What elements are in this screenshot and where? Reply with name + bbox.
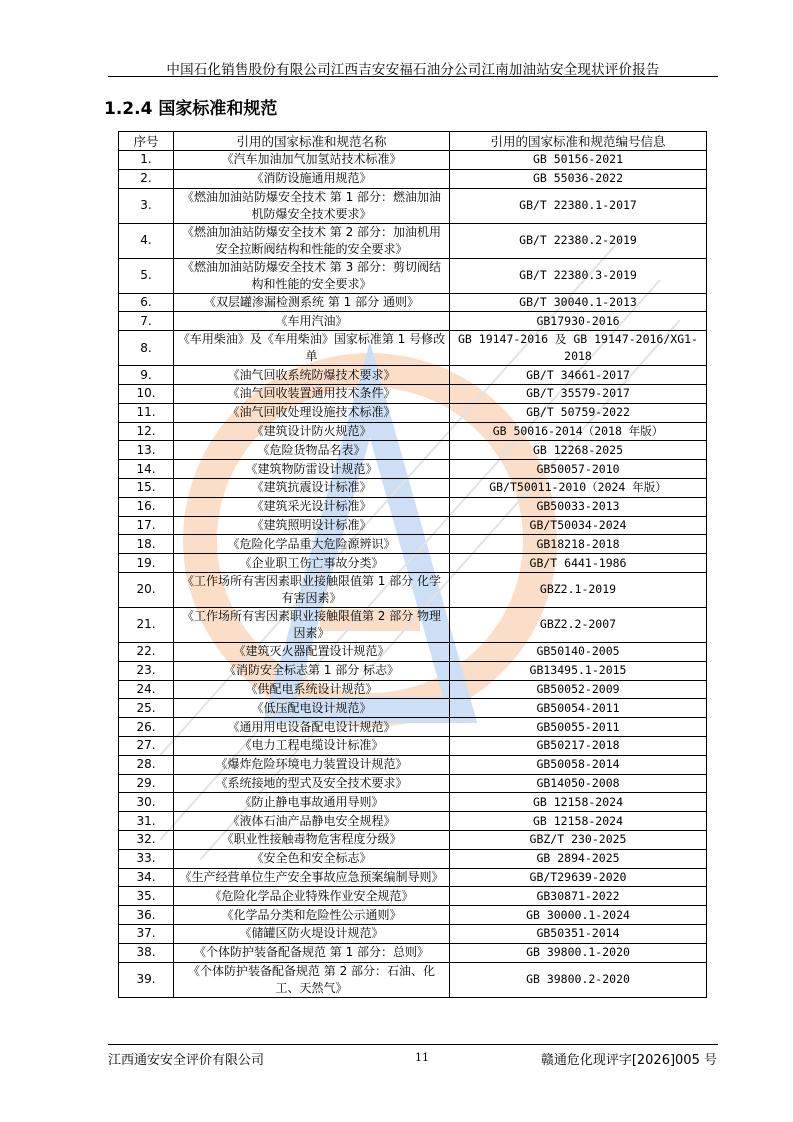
cell-seq: 11. xyxy=(119,403,174,422)
cell-standard-code: GB 12158-2024 xyxy=(450,793,707,812)
table-row xyxy=(119,887,707,906)
cell-standard-code: GB 39800.2-2020 xyxy=(450,962,707,997)
cell-standard-code: GB 39800.1-2020 xyxy=(450,943,707,962)
table-row xyxy=(119,516,707,535)
table-row xyxy=(119,460,707,479)
cell-standard-name: 《建筑灭火器配置设计规范》 xyxy=(174,642,450,661)
cell-standard-name: 《储罐区防火堤设计规范》 xyxy=(174,924,450,943)
table-row xyxy=(119,293,707,312)
cell-standard-code: GB30871-2022 xyxy=(450,887,707,906)
cell-standard-name: 《车用柴油》及《车用柴油》国家标准第 1 号修改单 xyxy=(174,331,450,366)
cell-standard-code: GB/T29639-2020 xyxy=(450,868,707,887)
cell-standard-name: 《供配电系统设计规范》 xyxy=(174,680,450,699)
cell-seq: 5. xyxy=(119,258,174,293)
cell-standard-code: GB 19147-2016 及 GB 19147-2016/XG1-2018 xyxy=(450,331,707,366)
cell-seq: 12. xyxy=(119,422,174,441)
table-row xyxy=(119,906,707,925)
cell-standard-code: GB17930-2016 xyxy=(450,312,707,331)
cell-standard-code: GBZ/T 230-2025 xyxy=(450,830,707,849)
cell-seq: 17. xyxy=(119,516,174,535)
cell-seq: 19. xyxy=(119,554,174,573)
cell-standard-code: GB50052-2009 xyxy=(450,680,707,699)
cell-standard-code: GB/T50011-2010（2024 年版） xyxy=(450,478,707,497)
cell-seq: 14. xyxy=(119,460,174,479)
page-number: 11 xyxy=(415,1051,429,1064)
cell-seq: 3. xyxy=(119,188,174,223)
cell-standard-code: GBZ2.1-2019 xyxy=(450,572,707,607)
standards-table xyxy=(118,131,707,998)
table-row xyxy=(119,441,707,460)
cell-standard-code: GB50057-2010 xyxy=(450,460,707,479)
cell-seq: 36. xyxy=(119,906,174,925)
cell-standard-code: GB50058-2014 xyxy=(450,755,707,774)
cell-standard-code: GB/T 22380.3-2019 xyxy=(450,258,707,293)
footer-doc-number: 赣通危化现评字[2026]005 号 xyxy=(540,1053,717,1068)
table-row xyxy=(119,680,707,699)
cell-seq: 7. xyxy=(119,312,174,331)
cell-standard-name: 《液体石油产品静电安全规程》 xyxy=(174,812,450,831)
cell-standard-code: GB 50016-2014（2018 年版） xyxy=(450,422,707,441)
cell-standard-name: 《建筑抗震设计标准》 xyxy=(174,478,450,497)
cell-standard-name: 《消防安全标志第 1 部分 标志》 xyxy=(174,661,450,680)
table-row xyxy=(119,924,707,943)
cell-standard-code: GB/T 50759-2022 xyxy=(450,403,707,422)
cell-seq: 29. xyxy=(119,774,174,793)
cell-seq: 20. xyxy=(119,572,174,607)
cell-standard-name: 《化学品分类和危险性公示通则》 xyxy=(174,906,450,925)
table-row xyxy=(119,661,707,680)
table-row xyxy=(119,384,707,403)
table-row xyxy=(119,331,707,366)
table-row xyxy=(119,736,707,755)
table-row xyxy=(119,699,707,718)
section-title: 1.2.4 国家标准和规范 xyxy=(104,99,278,119)
cell-seq: 34. xyxy=(119,868,174,887)
cell-standard-name: 《消防设施通用规范》 xyxy=(174,169,450,188)
cell-seq: 10. xyxy=(119,384,174,403)
table-row xyxy=(119,223,707,258)
table-row xyxy=(119,642,707,661)
cell-standard-code: GB 12268-2025 xyxy=(450,441,707,460)
cell-standard-name: 《危险化学品企业特殊作业安全规范》 xyxy=(174,887,450,906)
table-row xyxy=(119,849,707,868)
table-row xyxy=(119,151,707,170)
cell-seq: 8. xyxy=(119,331,174,366)
cell-standard-name: 《燃油加油站防爆安全技术 第 2 部分：加油机用安全拉断阀结构和性能的安全要求》 xyxy=(174,223,450,258)
cell-standard-name: 《建筑设计防火规范》 xyxy=(174,422,450,441)
cell-seq: 31. xyxy=(119,812,174,831)
table-row xyxy=(119,868,707,887)
cell-standard-code: GB14050-2008 xyxy=(450,774,707,793)
cell-seq: 2. xyxy=(119,169,174,188)
cell-standard-code: GB18218-2018 xyxy=(450,535,707,554)
cell-standard-name: 《车用汽油》 xyxy=(174,312,450,331)
cell-standard-name: 《工作场所有害因素职业接触限值第 2 部分 物理因素》 xyxy=(174,607,450,642)
cell-seq: 6. xyxy=(119,293,174,312)
cell-seq: 21. xyxy=(119,607,174,642)
cell-standard-name: 《系统接地的型式及安全技术要求》 xyxy=(174,774,450,793)
cell-standard-name: 《防止静电事故通用导则》 xyxy=(174,793,450,812)
cell-standard-code: GBZ2.2-2007 xyxy=(450,607,707,642)
table-row xyxy=(119,497,707,516)
cell-standard-name: 《电力工程电缆设计标准》 xyxy=(174,736,450,755)
cell-seq: 39. xyxy=(119,962,174,997)
cell-standard-name: 《危险货物品名表》 xyxy=(174,441,450,460)
cell-seq: 38. xyxy=(119,943,174,962)
cell-seq: 28. xyxy=(119,755,174,774)
table-row xyxy=(119,812,707,831)
cell-seq: 13. xyxy=(119,441,174,460)
cell-seq: 15. xyxy=(119,478,174,497)
cell-seq: 18. xyxy=(119,535,174,554)
cell-standard-name: 《燃油加油站防爆安全技术 第 3 部分：剪切阀结构和性能的安全要求》 xyxy=(174,258,450,293)
cell-standard-name: 《生产经营单位生产安全事故应急预案编制导则》 xyxy=(174,868,450,887)
header-rule xyxy=(108,76,718,77)
page-header-title: 中国石化销售股份有限公司江西吉安安福石油分公司江南加油站安全现状评价报告 xyxy=(166,62,660,78)
table-row xyxy=(119,774,707,793)
table-row xyxy=(119,554,707,573)
cell-standard-code: GB 12158-2024 xyxy=(450,812,707,831)
footer-rule xyxy=(108,1044,718,1045)
table-row xyxy=(119,830,707,849)
cell-standard-code: GB50217-2018 xyxy=(450,736,707,755)
cell-standard-code: GB50140-2005 xyxy=(450,642,707,661)
cell-standard-code: GB/T 6441-1986 xyxy=(450,554,707,573)
cell-standard-code: GB 50156-2021 xyxy=(450,151,707,170)
cell-standard-name: 《建筑物防雷设计规范》 xyxy=(174,460,450,479)
table-row xyxy=(119,188,707,223)
cell-standard-name: 《汽车加油加气加氢站技术标准》 xyxy=(174,151,450,170)
cell-standard-name: 《双层罐渗漏检测系统 第 1 部分 通则》 xyxy=(174,293,450,312)
cell-seq: 33. xyxy=(119,849,174,868)
cell-seq: 16. xyxy=(119,497,174,516)
cell-standard-name: 《油气回收处理设施技术标准》 xyxy=(174,403,450,422)
cell-standard-name: 《安全色和安全标志》 xyxy=(174,849,450,868)
cell-standard-name: 《企业职工伤亡事故分类》 xyxy=(174,554,450,573)
table-row xyxy=(119,535,707,554)
table-header-row xyxy=(119,132,707,151)
cell-standard-code: GB50054-2011 xyxy=(450,699,707,718)
table-row xyxy=(119,422,707,441)
cell-standard-code: GB/T 30040.1-2013 xyxy=(450,293,707,312)
table-row xyxy=(119,366,707,385)
cell-standard-code: GB50055-2011 xyxy=(450,718,707,737)
cell-standard-name: 《油气回收装置通用技术条件》 xyxy=(174,384,450,403)
cell-standard-name: 《油气回收系统防爆技术要求》 xyxy=(174,366,450,385)
cell-seq: 25. xyxy=(119,699,174,718)
table-row xyxy=(119,258,707,293)
cell-standard-code: GB/T 22380.2-2019 xyxy=(450,223,707,258)
cell-standard-name: 《通用用电设备配电设计规范》 xyxy=(174,718,450,737)
cell-standard-name: 《职业性接触毒物危害程度分级》 xyxy=(174,830,450,849)
table-row xyxy=(119,962,707,997)
cell-seq: 30. xyxy=(119,793,174,812)
table-row xyxy=(119,478,707,497)
cell-standard-code: GB 55036-2022 xyxy=(450,169,707,188)
cell-seq: 1. xyxy=(119,151,174,170)
cell-standard-code: GB/T 34661-2017 xyxy=(450,366,707,385)
cell-standard-code: GB 2894-2025 xyxy=(450,849,707,868)
header-standard-name: 引用的国家标准和规范名称 xyxy=(174,132,450,151)
cell-standard-name: 《危险化学品重大危险源辨识》 xyxy=(174,535,450,554)
header-seq: 序号 xyxy=(119,132,174,151)
cell-standard-code: GB/T 35579-2017 xyxy=(450,384,707,403)
header-standard-code: 引用的国家标准和规范编号信息 xyxy=(450,132,707,151)
cell-standard-name: 《工作场所有害因素职业接触限值第 1 部分 化学有害因素》 xyxy=(174,572,450,607)
cell-standard-name: 《建筑采光设计标准》 xyxy=(174,497,450,516)
cell-standard-name: 《建筑照明设计标准》 xyxy=(174,516,450,535)
cell-standard-code: GB/T50034-2024 xyxy=(450,516,707,535)
cell-standard-code: GB13495.1-2015 xyxy=(450,661,707,680)
table-row xyxy=(119,312,707,331)
cell-standard-name: 《爆炸危险环境电力装置设计规范》 xyxy=(174,755,450,774)
table-row xyxy=(119,572,707,607)
cell-standard-name: 《低压配电设计规范》 xyxy=(174,699,450,718)
cell-standard-code: GB/T 22380.1-2017 xyxy=(450,188,707,223)
cell-standard-code: GB 30000.1-2024 xyxy=(450,906,707,925)
cell-seq: 26. xyxy=(119,718,174,737)
cell-seq: 4. xyxy=(119,223,174,258)
cell-seq: 32. xyxy=(119,830,174,849)
cell-standard-name: 《个体防护装备配备规范 第 2 部分：石油、化工、天然气》 xyxy=(174,962,450,997)
cell-seq: 37. xyxy=(119,924,174,943)
cell-seq: 9. xyxy=(119,366,174,385)
cell-seq: 22. xyxy=(119,642,174,661)
table-row xyxy=(119,755,707,774)
table-body xyxy=(119,151,707,998)
cell-seq: 24. xyxy=(119,680,174,699)
cell-standard-code: GB50033-2013 xyxy=(450,497,707,516)
table-row xyxy=(119,607,707,642)
cell-standard-code: GB50351-2014 xyxy=(450,924,707,943)
cell-seq: 35. xyxy=(119,887,174,906)
table-row xyxy=(119,793,707,812)
cell-standard-name: 《燃油加油站防爆安全技术 第 1 部分：燃油加油机防爆安全技术要求》 xyxy=(174,188,450,223)
footer-company: 江西通安安全评价有限公司 xyxy=(108,1053,265,1068)
table-row xyxy=(119,403,707,422)
cell-seq: 27. xyxy=(119,736,174,755)
table-row xyxy=(119,943,707,962)
table-row xyxy=(119,169,707,188)
cell-seq: 23. xyxy=(119,661,174,680)
cell-standard-name: 《个体防护装备配备规范 第 1 部分：总则》 xyxy=(174,943,450,962)
table-row xyxy=(119,718,707,737)
